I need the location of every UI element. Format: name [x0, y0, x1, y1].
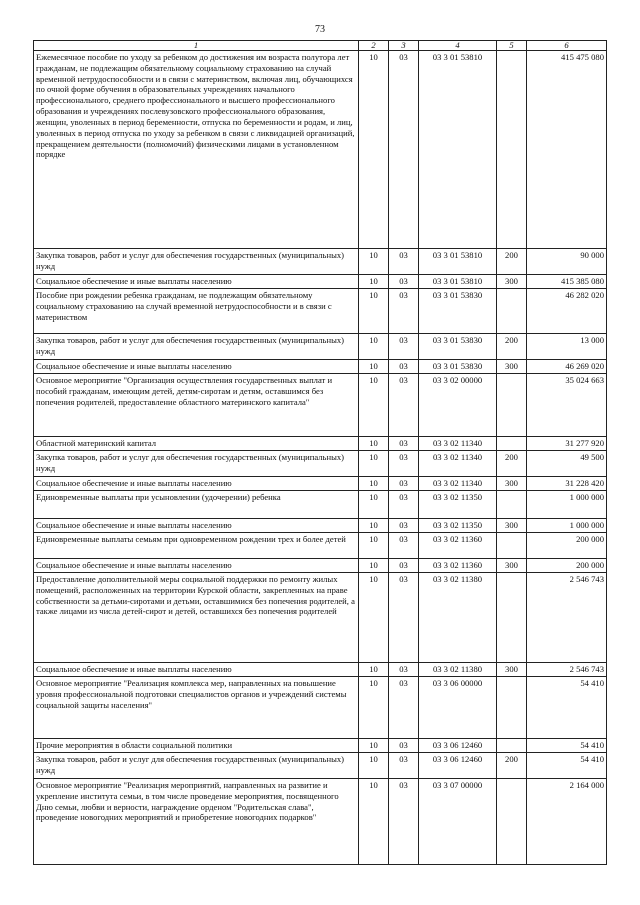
- row-amount-cell: 2 546 743: [527, 663, 607, 677]
- table-row: [34, 477, 607, 491]
- row-amount-cell: 46 282 020: [527, 289, 607, 334]
- table-row: [34, 491, 607, 519]
- row-target-article-cell: 03 3 01 53810: [419, 51, 497, 249]
- table-row: [34, 779, 607, 865]
- row-amount-cell: 35 024 663: [527, 374, 607, 437]
- row-expense-type-cell: [497, 573, 527, 663]
- row-expense-type-cell: [497, 51, 527, 249]
- row-subsection-cell: 03: [389, 491, 419, 519]
- row-expense-type-cell: [497, 289, 527, 334]
- column-header-target-article: 4: [419, 41, 497, 51]
- row-subsection-cell: 03: [389, 663, 419, 677]
- row-expense-type-cell: 200: [497, 451, 527, 477]
- row-section-cell: 10: [359, 275, 389, 289]
- row-target-article-cell: 03 3 01 53830: [419, 360, 497, 374]
- row-name-cell: Основное мероприятие "Реализация мероприятий, направленных на развитие и укрепление института семьи, в том числе проведение мероприятия, посвященного Дню семьи, любви и верности, награждение орденом "Родительская слава", проведение новогодних мероприятий и приобретение новогодних подарков": [34, 779, 359, 865]
- row-amount-cell: 31 277 920: [527, 437, 607, 451]
- page-number: 73: [315, 24, 325, 35]
- row-name-cell: Социальное обеспечение и иные выплаты населению: [34, 275, 359, 289]
- row-expense-type-cell: [497, 739, 527, 753]
- row-expense-type-cell: 200: [497, 753, 527, 779]
- row-name-cell: Пособие при рождении ребенка гражданам, не подлежащим обязательному социальному страхованию на случай временной нетрудоспособности и в связи с материнством: [34, 289, 359, 334]
- row-name-cell: Ежемесячное пособие по уходу за ребенком до достижения им возраста полутора лет гражданам, не подлежащим обязательному социальному страхованию на случай временной нетрудоспособности и в связи с материнством, включая лиц, обучающихся по очной форме обучения в образовательных учреждениях начального профессионального, среднего профессионального и высшего профессионального образования и учреждениях послевузовского профессионального образования, женщин, уволенных в период беременности, отпуска по беременности и родам, и лиц, уволенных в период отпуска по уходу за ребенком в связи с ликвидацией организаций, прекращением деятельности (полномочий) физическими лицами в установленном порядке: [34, 51, 359, 249]
- column-header-name: 1: [34, 41, 359, 51]
- table-row: [34, 519, 607, 533]
- row-subsection-cell: 03: [389, 451, 419, 477]
- row-target-article-cell: 03 3 02 11340: [419, 477, 497, 491]
- row-expense-type-cell: 300: [497, 663, 527, 677]
- row-target-article-cell: 03 3 02 00000: [419, 374, 497, 437]
- row-target-article-cell: 03 3 02 11380: [419, 573, 497, 663]
- row-amount-cell: 54 410: [527, 739, 607, 753]
- row-subsection-cell: 03: [389, 249, 419, 275]
- table-row: [34, 663, 607, 677]
- row-expense-type-cell: 200: [497, 249, 527, 275]
- row-target-article-cell: 03 3 02 11360: [419, 559, 497, 573]
- row-target-article-cell: 03 3 06 00000: [419, 677, 497, 739]
- table-row: [34, 249, 607, 275]
- row-name-cell: Основное мероприятие "Организация осуществления государственных выплат и пособий гражданам, имеющим детей, детям-сиротам и детям, оставшимся без попечения родителей, предоставление областного материнского капитала": [34, 374, 359, 437]
- row-section-cell: 10: [359, 663, 389, 677]
- table-row: [34, 334, 607, 360]
- row-target-article-cell: 03 3 02 11340: [419, 451, 497, 477]
- row-section-cell: 10: [359, 739, 389, 753]
- row-subsection-cell: 03: [389, 275, 419, 289]
- row-amount-cell: 415 385 080: [527, 275, 607, 289]
- row-name-cell: Единовременные выплаты семьям при одновременном рождении трех и более детей: [34, 533, 359, 559]
- row-amount-cell: 2 164 000: [527, 779, 607, 865]
- row-section-cell: 10: [359, 559, 389, 573]
- table-row: [34, 753, 607, 779]
- row-name-cell: Социальное обеспечение и иные выплаты населению: [34, 477, 359, 491]
- row-subsection-cell: 03: [389, 334, 419, 360]
- row-section-cell: 10: [359, 437, 389, 451]
- row-amount-cell: 54 410: [527, 677, 607, 739]
- row-amount-cell: 46 269 020: [527, 360, 607, 374]
- row-target-article-cell: 03 3 01 53810: [419, 275, 497, 289]
- row-subsection-cell: 03: [389, 374, 419, 437]
- table-row: [34, 275, 607, 289]
- row-section-cell: 10: [359, 779, 389, 865]
- row-section-cell: 10: [359, 451, 389, 477]
- row-section-cell: 10: [359, 289, 389, 334]
- row-subsection-cell: 03: [389, 559, 419, 573]
- row-expense-type-cell: [497, 437, 527, 451]
- row-expense-type-cell: [497, 374, 527, 437]
- row-amount-cell: 415 475 080: [527, 51, 607, 249]
- table-row: [34, 437, 607, 451]
- row-target-article-cell: 03 3 01 53830: [419, 334, 497, 360]
- row-expense-type-cell: [497, 779, 527, 865]
- row-name-cell: Закупка товаров, работ и услуг для обеспечения государственных (муниципальных) нужд: [34, 451, 359, 477]
- table-header-row: [34, 41, 607, 51]
- row-target-article-cell: 03 3 02 11350: [419, 491, 497, 519]
- row-target-article-cell: 03 3 06 12460: [419, 753, 497, 779]
- row-name-cell: Социальное обеспечение и иные выплаты населению: [34, 663, 359, 677]
- row-target-article-cell: 03 3 02 11360: [419, 533, 497, 559]
- row-name-cell: Социальное обеспечение и иные выплаты населению: [34, 360, 359, 374]
- table-row: [34, 360, 607, 374]
- row-target-article-cell: 03 3 01 53830: [419, 289, 497, 334]
- column-header-subsection: 3: [389, 41, 419, 51]
- row-subsection-cell: 03: [389, 437, 419, 451]
- row-subsection-cell: 03: [389, 477, 419, 491]
- budget-table: [33, 40, 607, 865]
- row-target-article-cell: 03 3 06 12460: [419, 739, 497, 753]
- row-section-cell: 10: [359, 677, 389, 739]
- row-section-cell: 10: [359, 334, 389, 360]
- row-subsection-cell: 03: [389, 519, 419, 533]
- row-amount-cell: 2 546 743: [527, 573, 607, 663]
- row-target-article-cell: 03 3 07 00000: [419, 779, 497, 865]
- row-name-cell: Прочие мероприятия в области социальной политики: [34, 739, 359, 753]
- row-section-cell: 10: [359, 533, 389, 559]
- row-amount-cell: 1 000 000: [527, 519, 607, 533]
- table-row: [34, 51, 607, 249]
- row-amount-cell: 13 000: [527, 334, 607, 360]
- row-amount-cell: 49 500: [527, 451, 607, 477]
- row-name-cell: Социальное обеспечение и иные выплаты населению: [34, 519, 359, 533]
- row-expense-type-cell: 200: [497, 334, 527, 360]
- row-subsection-cell: 03: [389, 677, 419, 739]
- row-subsection-cell: 03: [389, 779, 419, 865]
- column-header-amount: 6: [527, 41, 607, 51]
- table-row: [34, 677, 607, 739]
- row-expense-type-cell: 300: [497, 360, 527, 374]
- row-name-cell: Закупка товаров, работ и услуг для обеспечения государственных (муниципальных) нужд: [34, 334, 359, 360]
- row-expense-type-cell: 300: [497, 519, 527, 533]
- row-section-cell: 10: [359, 360, 389, 374]
- row-subsection-cell: 03: [389, 360, 419, 374]
- row-section-cell: 10: [359, 519, 389, 533]
- row-section-cell: 10: [359, 374, 389, 437]
- row-amount-cell: 200 000: [527, 559, 607, 573]
- row-expense-type-cell: 300: [497, 477, 527, 491]
- row-name-cell: Закупка товаров, работ и услуг для обеспечения государственных (муниципальных) нужд: [34, 249, 359, 275]
- table-row: [34, 559, 607, 573]
- row-subsection-cell: 03: [389, 753, 419, 779]
- table-row: [34, 573, 607, 663]
- row-section-cell: 10: [359, 573, 389, 663]
- row-amount-cell: 200 000: [527, 533, 607, 559]
- row-subsection-cell: 03: [389, 289, 419, 334]
- table-row: [34, 289, 607, 334]
- row-section-cell: 10: [359, 753, 389, 779]
- row-name-cell: Областной материнский капитал: [34, 437, 359, 451]
- row-section-cell: 10: [359, 477, 389, 491]
- row-section-cell: 10: [359, 51, 389, 249]
- row-subsection-cell: 03: [389, 51, 419, 249]
- row-name-cell: Закупка товаров, работ и услуг для обеспечения государственных (муниципальных) нужд: [34, 753, 359, 779]
- row-section-cell: 10: [359, 491, 389, 519]
- column-header-section: 2: [359, 41, 389, 51]
- row-expense-type-cell: [497, 491, 527, 519]
- column-header-expense-type: 5: [497, 41, 527, 51]
- row-amount-cell: 31 228 420: [527, 477, 607, 491]
- row-subsection-cell: 03: [389, 533, 419, 559]
- row-name-cell: Предоставление дополнительной меры социальной поддержки по ремонту жилых помещений, расположенных на территории Курской области, закрепленных на праве собственности за детьми-сиротами и детьми, оставшимися без попечения родителей, а также лицами из числа детей-сирот и детей, оставшихся без попечения родителей: [34, 573, 359, 663]
- row-amount-cell: 90 000: [527, 249, 607, 275]
- row-target-article-cell: 03 3 02 11350: [419, 519, 497, 533]
- row-target-article-cell: 03 3 01 53810: [419, 249, 497, 275]
- table-row: [34, 533, 607, 559]
- row-name-cell: Единовременные выплаты при усыновлении (удочерении) ребенка: [34, 491, 359, 519]
- row-name-cell: Основное мероприятие "Реализация комплекса мер, направленных на повышение уровня профессиональной подготовки специалистов органов и учреждений системы социальной защиты населения": [34, 677, 359, 739]
- row-subsection-cell: 03: [389, 573, 419, 663]
- row-target-article-cell: 03 3 02 11380: [419, 663, 497, 677]
- row-amount-cell: 1 000 000: [527, 491, 607, 519]
- row-expense-type-cell: 300: [497, 275, 527, 289]
- row-amount-cell: 54 410: [527, 753, 607, 779]
- row-expense-type-cell: [497, 533, 527, 559]
- row-expense-type-cell: [497, 677, 527, 739]
- row-section-cell: 10: [359, 249, 389, 275]
- table-row: [34, 739, 607, 753]
- row-subsection-cell: 03: [389, 739, 419, 753]
- table-row: [34, 451, 607, 477]
- table-row: [34, 374, 607, 437]
- row-expense-type-cell: 300: [497, 559, 527, 573]
- row-name-cell: Социальное обеспечение и иные выплаты населению: [34, 559, 359, 573]
- row-target-article-cell: 03 3 02 11340: [419, 437, 497, 451]
